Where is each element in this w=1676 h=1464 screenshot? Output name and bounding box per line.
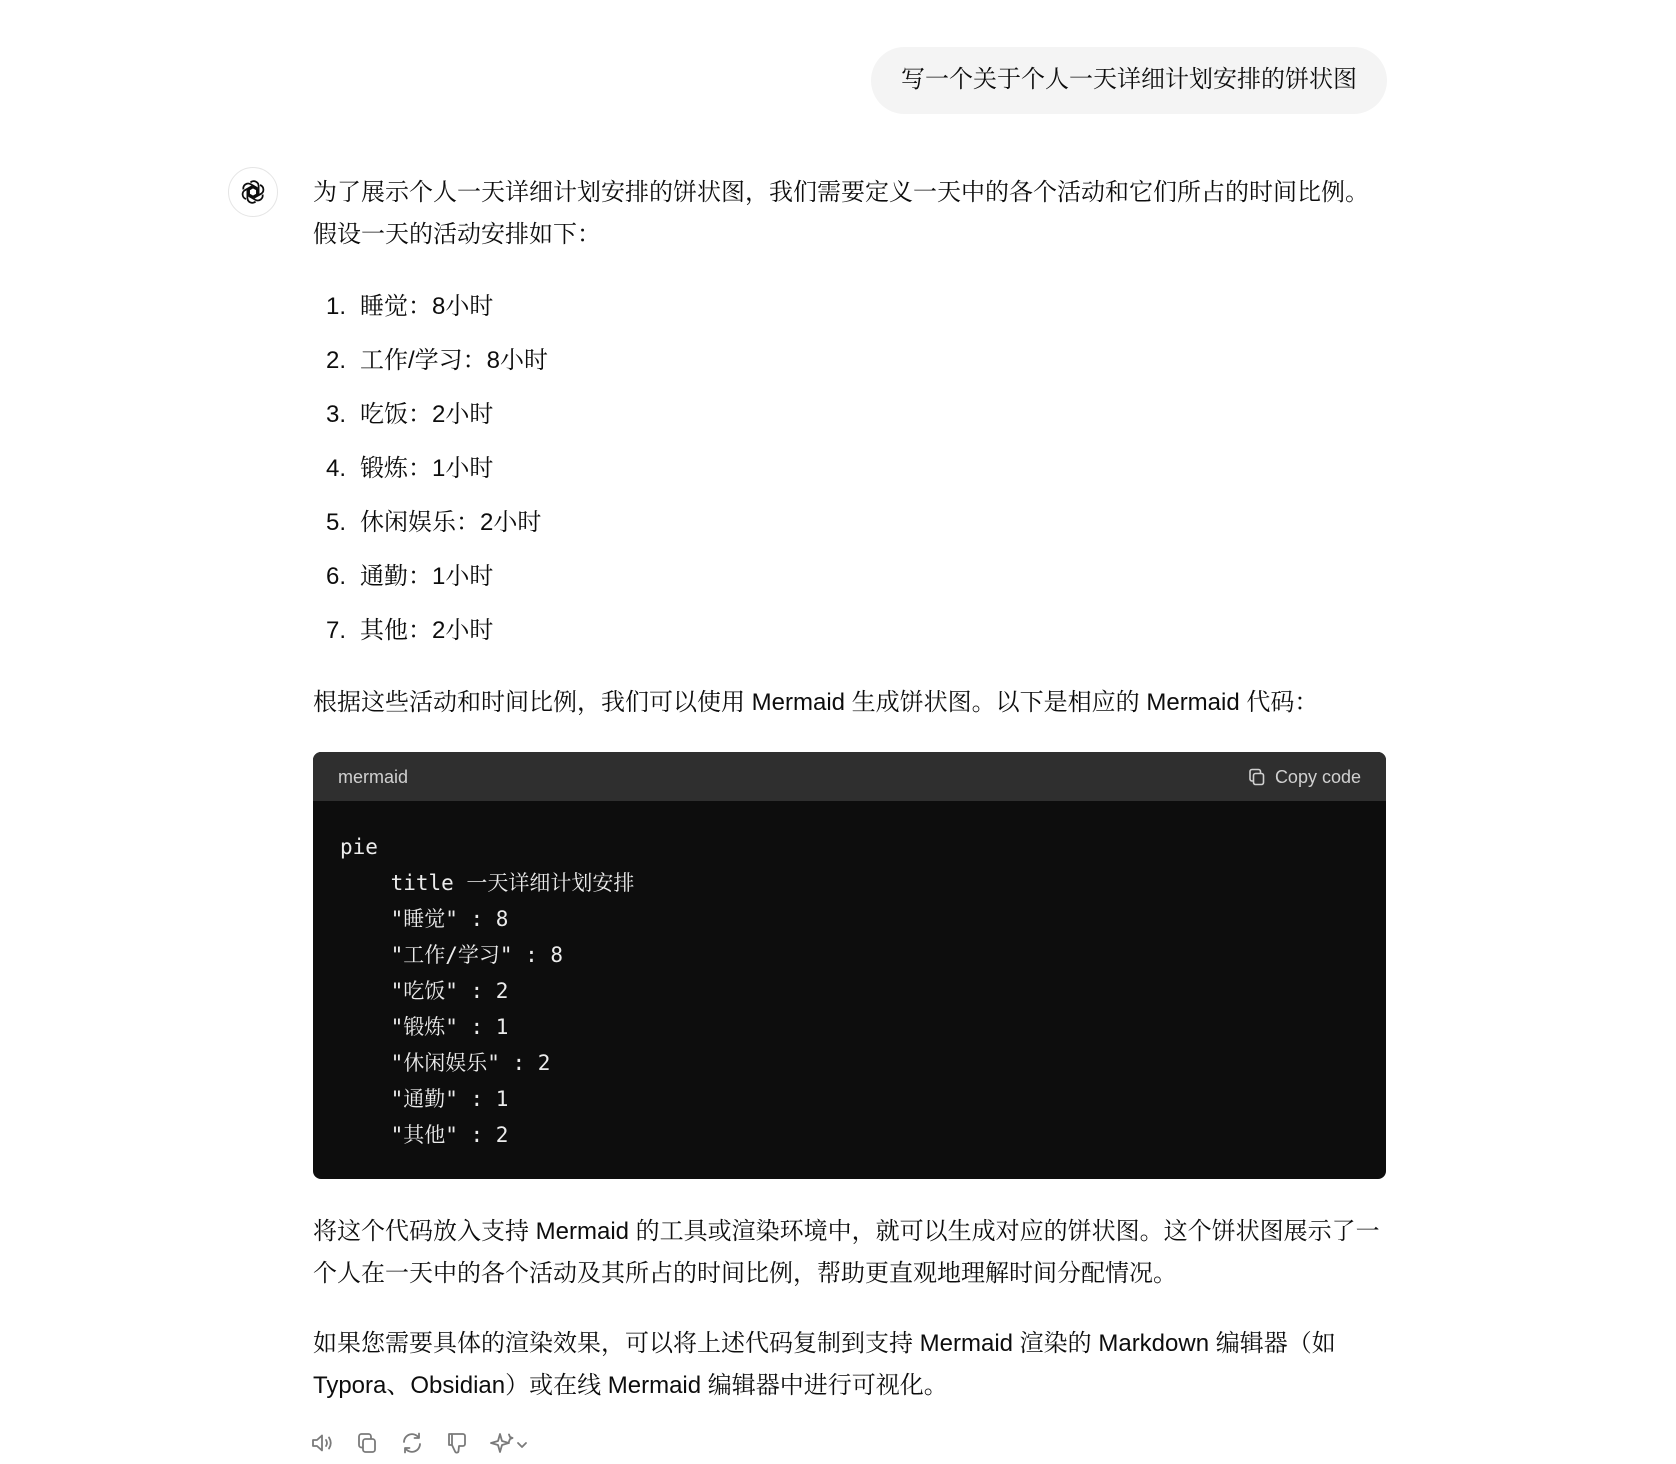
- activity-list: [313, 280, 1386, 658]
- regenerate-icon: [399, 1430, 425, 1456]
- model-switch-button[interactable]: [489, 1430, 529, 1456]
- code-line: "吃饭" : 2: [340, 979, 509, 1003]
- code-line: "睡觉" : 8: [340, 907, 509, 931]
- code-language-label: mermaid: [338, 766, 409, 787]
- list-item: [313, 280, 1386, 334]
- read-aloud-button[interactable]: [309, 1430, 335, 1456]
- assistant-avatar: [228, 167, 278, 217]
- regenerate-button[interactable]: [399, 1430, 425, 1456]
- list-number: 1.: [325, 293, 346, 320]
- code-line: "通勤" : 1: [340, 1087, 509, 1111]
- list-item-text: 其他：2小时: [360, 617, 494, 644]
- code-header: [313, 752, 1386, 801]
- list-item: [313, 550, 1386, 604]
- code-line: "其他" : 2: [340, 1123, 509, 1147]
- user-message-text: 写一个关于个人一天详细计划安排的饼状图: [901, 66, 1357, 93]
- list-item: [313, 604, 1386, 658]
- list-number: 2.: [325, 347, 346, 374]
- closing-paragraph-1: 将这个代码放入支持 Mermaid 的工具或渲染环境中，就可以生成对应的饼状图。这个饼状图展示了一个人在一天中的各个活动及其所占的时间比例，帮助更直观地理解时间分配情况。: [313, 1218, 1380, 1287]
- code-body: [313, 801, 1386, 1179]
- copy-code-button[interactable]: [1247, 756, 1361, 798]
- list-item-text: 通勤：1小时: [360, 563, 494, 590]
- assistant-message: [313, 172, 1386, 1407]
- copy-message-button[interactable]: [354, 1430, 380, 1456]
- closing-paragraph-2: 如果您需要具体的渲染效果，可以将上述代码复制到支持 Mermaid 渲染的 Markdown 编辑器（如 Typora、Obsidian）或在线 Mermaid 编辑器中进行可视化。: [313, 1330, 1336, 1399]
- thumbs-down-icon: [444, 1430, 470, 1456]
- list-item-text: 吃饭：2小时: [360, 401, 494, 428]
- list-item: [313, 388, 1386, 442]
- code-intro-paragraph: 根据这些活动和时间比例，我们可以使用 Mermaid 生成饼状图。以下是相应的 Mermaid 代码：: [313, 689, 1319, 716]
- code-line: title 一天详细计划安排: [340, 871, 635, 895]
- list-number: 6.: [325, 563, 346, 590]
- code-block: [313, 752, 1386, 1179]
- list-number: 3.: [325, 401, 346, 428]
- list-number: 5.: [325, 509, 346, 536]
- code-line: "锻炼" : 1: [340, 1015, 509, 1039]
- copy-icon: [1247, 767, 1267, 787]
- list-item: [313, 334, 1386, 388]
- list-item: [313, 442, 1386, 496]
- list-number: 7.: [325, 617, 346, 644]
- list-item-text: 锻炼：1小时: [360, 455, 494, 482]
- sparkle-icon: [489, 1430, 529, 1456]
- copy-code-label: Copy code: [1274, 766, 1361, 787]
- list-item-text: 休闲娱乐：2小时: [360, 509, 542, 536]
- copy-icon: [354, 1430, 380, 1456]
- user-message-bubble: [871, 47, 1387, 114]
- message-actions: [309, 1430, 529, 1456]
- code-line: "休闲娱乐" : 2: [340, 1051, 551, 1075]
- list-item-text: 工作/学习：8小时: [360, 347, 549, 374]
- openai-logo-icon: [239, 178, 267, 206]
- speaker-icon: [309, 1430, 335, 1456]
- intro-paragraph: 为了展示个人一天详细计划安排的饼状图，我们需要定义一天中的各个活动和它们所占的时间比例。假设一天的活动安排如下：: [313, 179, 1369, 248]
- list-number: 4.: [325, 455, 346, 482]
- list-item: [313, 496, 1386, 550]
- code-line: pie: [340, 835, 378, 859]
- code-line: "工作/学习" : 8: [340, 943, 564, 967]
- list-item-text: 睡觉：8小时: [360, 293, 494, 320]
- thumbs-down-button[interactable]: [444, 1430, 470, 1456]
